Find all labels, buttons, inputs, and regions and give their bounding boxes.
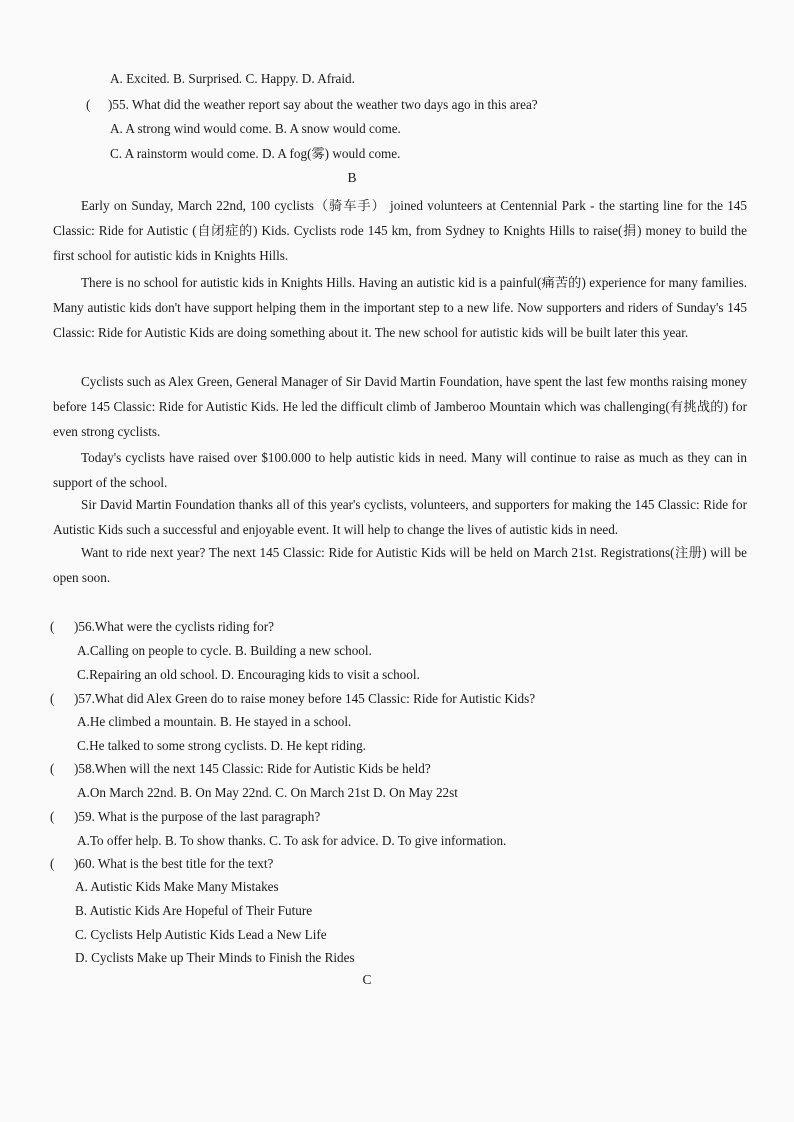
q56-stem: )56.What were the cyclists riding for? [74,619,274,634]
q60-stem: )60. What is the best title for the text? [74,856,274,871]
passage-paragraph-6: Want to ride next year? The next 145 Classic: Ride for Autistic Kids will be held on March 21st. Registrations(注册) will be open soon. [53,545,747,585]
q60-option-b: B. Autistic Kids Are Hopeful of Their Future [75,903,313,918]
passage-paragraph-1: Early on Sunday, March 22nd, 100 cyclists（骑车手） joined volunteers at Centennial Park - the starting line for the 145 Classic: Ride for Autistic (自闭症的) Kids. Cyclists rode 145 km, from Sydney to Knights Hills to raise(捐) money to build the first school for autistic kids in Knights Hills. [53,198,747,263]
q58-answer-paren: ( [50,761,55,776]
q55-options-line1: A. A strong wind would come. B. A snow would come. [110,121,401,136]
q56-answer-paren: ( [50,619,55,634]
q57-answer-paren: ( [50,691,55,706]
q59-options-line1: A.To offer help. B. To show thanks. C. To ask for advice. D. To give information. [77,833,507,848]
q59-stem: )59. What is the purpose of the last paragraph? [74,809,321,824]
q57-options-line2: C.He talked to some strong cyclists. D. He kept riding. [77,738,366,753]
q58-options-line1: A.On March 22nd. B. On May 22nd. C. On March 21st D. On May 22st [77,785,458,800]
q56-options-line2: C.Repairing an old school. D. Encouraging kids to visit a school. [77,667,420,682]
q60-answer-paren: ( [50,856,55,871]
q55-answer-paren: ( [86,97,91,112]
section-b-heading: B [347,170,357,185]
q57-stem: )57.What did Alex Green do to raise money before 145 Classic: Ride for Autistic Kids? [74,691,536,706]
q55-question: )55. What did the weather report say about the weather two days ago in this area? [108,97,538,112]
q60-option-a: A. Autistic Kids Make Many Mistakes [75,879,279,894]
q57-options-line1: A.He climbed a mountain. B. He stayed in a school. [77,714,352,729]
q59-answer-paren: ( [50,809,55,824]
q54-options: A. Excited. B. Surprised. C. Happy. D. Afraid. [110,71,355,86]
section-c-heading: C [362,972,372,987]
q60-option-c: C. Cyclists Help Autistic Kids Lead a New Life [75,927,327,942]
passage-paragraph-5: Sir David Martin Foundation thanks all of this year's cyclists, volunteers, and supporters for making the 145 Classic: Ride for Autistic Kids such a successful and enjoyable event. It will help to change the lives of autistic kids in need. [53,497,747,537]
q56-options-line1: A.Calling on people to cycle. B. Building a new school. [77,643,372,658]
passage-paragraph-4: Today's cyclists have raised over $100.000 to help autistic kids in need. Many will continue to raise as much as they can in support of the school. [53,450,747,490]
passage-paragraph-2: There is no school for autistic kids in Knights Hills. Having an autistic kid is a painful(痛苦的) experience for many families. Many autistic kids don't have support helping them in the important step to a new life. Now supporters and riders of Sunday's 145 Classic: Ride for Autistic Kids are doing something about it. The new school for autistic kids will be built later this year. [53,275,747,340]
q58-stem: )58.When will the next 145 Classic: Ride for Autistic Kids be held? [74,761,431,776]
q60-option-d: D. Cyclists Make up Their Minds to Finish the Rides [75,950,355,965]
passage-paragraph-3: Cyclists such as Alex Green, General Manager of Sir David Martin Foundation, have spent the last few months raising money before 145 Classic: Ride for Autistic Kids. He led the difficult climb of Jamberoo Mountain which was challenging(有挑战的) for even strong cyclists. [53,374,747,439]
q55-options-line2: C. A rainstorm would come. D. A fog(雾) would come. [110,146,401,161]
